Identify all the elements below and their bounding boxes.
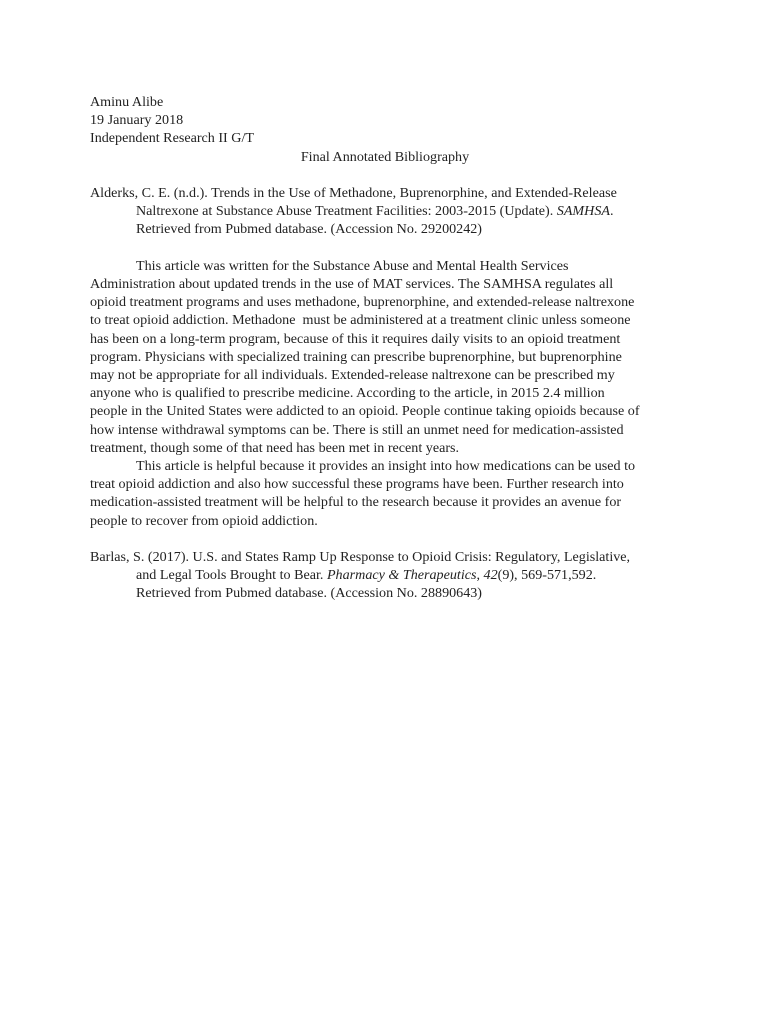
annotation-line: people to recover from opioid addiction. xyxy=(90,512,318,529)
annotation-line: This article is helpful because it provides an insight into how medications can be used to xyxy=(136,458,636,475)
annotation-line: program. Physicians with specialized training can prescribe buprenorphine, but buprenorphine xyxy=(90,348,622,365)
annotation-line: This article was written for the Substance Abuse and Mental Health Services xyxy=(136,257,569,274)
citation-text: , xyxy=(476,567,484,584)
annotation-line: may not be appropriate for all individuals. Extended-release naltrexone can be prescribed my xyxy=(90,367,615,384)
citation-line-3: Retrieved from Pubmed database. (Accession No. 28890643) xyxy=(136,585,482,602)
annotation-line: treatment, though some of that need has been met in recent years. xyxy=(90,439,460,456)
citation-text: . xyxy=(610,203,614,220)
document-title: Final Annotated Bibliography xyxy=(300,148,470,165)
annotation-paragraph-1 xyxy=(90,257,680,457)
citation-alderks xyxy=(90,184,680,239)
annotation-line: treat opioid addiction and also how successful these programs have been. Further research into xyxy=(90,476,624,493)
annotation-line: anyone who is qualified to prescribe medicine. According to the article, in 2015 2.4 million xyxy=(90,385,605,402)
citation-line-2 xyxy=(90,202,680,220)
annotation-paragraph-2 xyxy=(90,457,680,530)
citation-journal-italic: Pharmacy & Therapeutics xyxy=(326,567,477,584)
document-page xyxy=(90,93,680,603)
annotation-line: how intense withdrawal symptoms can be. There is still an unmet need for medication-assisted xyxy=(90,421,624,438)
annotation-line: Administration about updated trends in the use of MAT services. The SAMHSA regulates all xyxy=(90,276,614,292)
annotation-line: has been on a long-term program, because of this it requires daily visits to an opioid treatment xyxy=(90,330,621,347)
annotation-line: people in the United States were addicted to an opioid. People continue taking opioids because of xyxy=(90,403,640,420)
citation-text: and Legal Tools Brought to Bear. xyxy=(136,567,327,584)
citation-line-1: Alderks, C. E. (n.d.). Trends in the Use of Methadone, Buprenorphine, and Extended-Release xyxy=(90,185,617,201)
citation-text: Naltrexone at Substance Abuse Treatment Facilities: 2003-2015 (Update). xyxy=(136,203,557,220)
citation-line-2 xyxy=(90,566,680,584)
annotation-line: opioid treatment programs and uses methadone, buprenorphine, and extended-release naltrexone xyxy=(90,294,635,311)
annotation-line: medication-assisted treatment will be helpful to the research because it provides an avenue for xyxy=(90,494,622,511)
author-name: Aminu Alibe xyxy=(90,94,164,110)
annotation-line: to treat opioid addiction. Methadone must be administered at a treatment clinic unless someone xyxy=(90,312,631,329)
course-name: Independent Research II G/T xyxy=(90,130,254,147)
citation-text: (9), 569-571,592. xyxy=(497,567,597,584)
citation-line-1: Barlas, S. (2017). U.S. and States Ramp Up Response to Opioid Crisis: Regulatory, Legislative, xyxy=(90,549,631,566)
citation-source-italic: SAMHSA xyxy=(556,203,611,220)
document-date: 19 January 2018 xyxy=(90,112,184,129)
spacer xyxy=(90,239,680,257)
citation-barlas xyxy=(90,548,680,603)
citation-line-3: Retrieved from Pubmed database. (Accession No. 29200242) xyxy=(136,221,482,238)
spacer xyxy=(90,166,680,184)
citation-volume-italic: 42 xyxy=(483,567,498,584)
spacer xyxy=(90,530,680,548)
